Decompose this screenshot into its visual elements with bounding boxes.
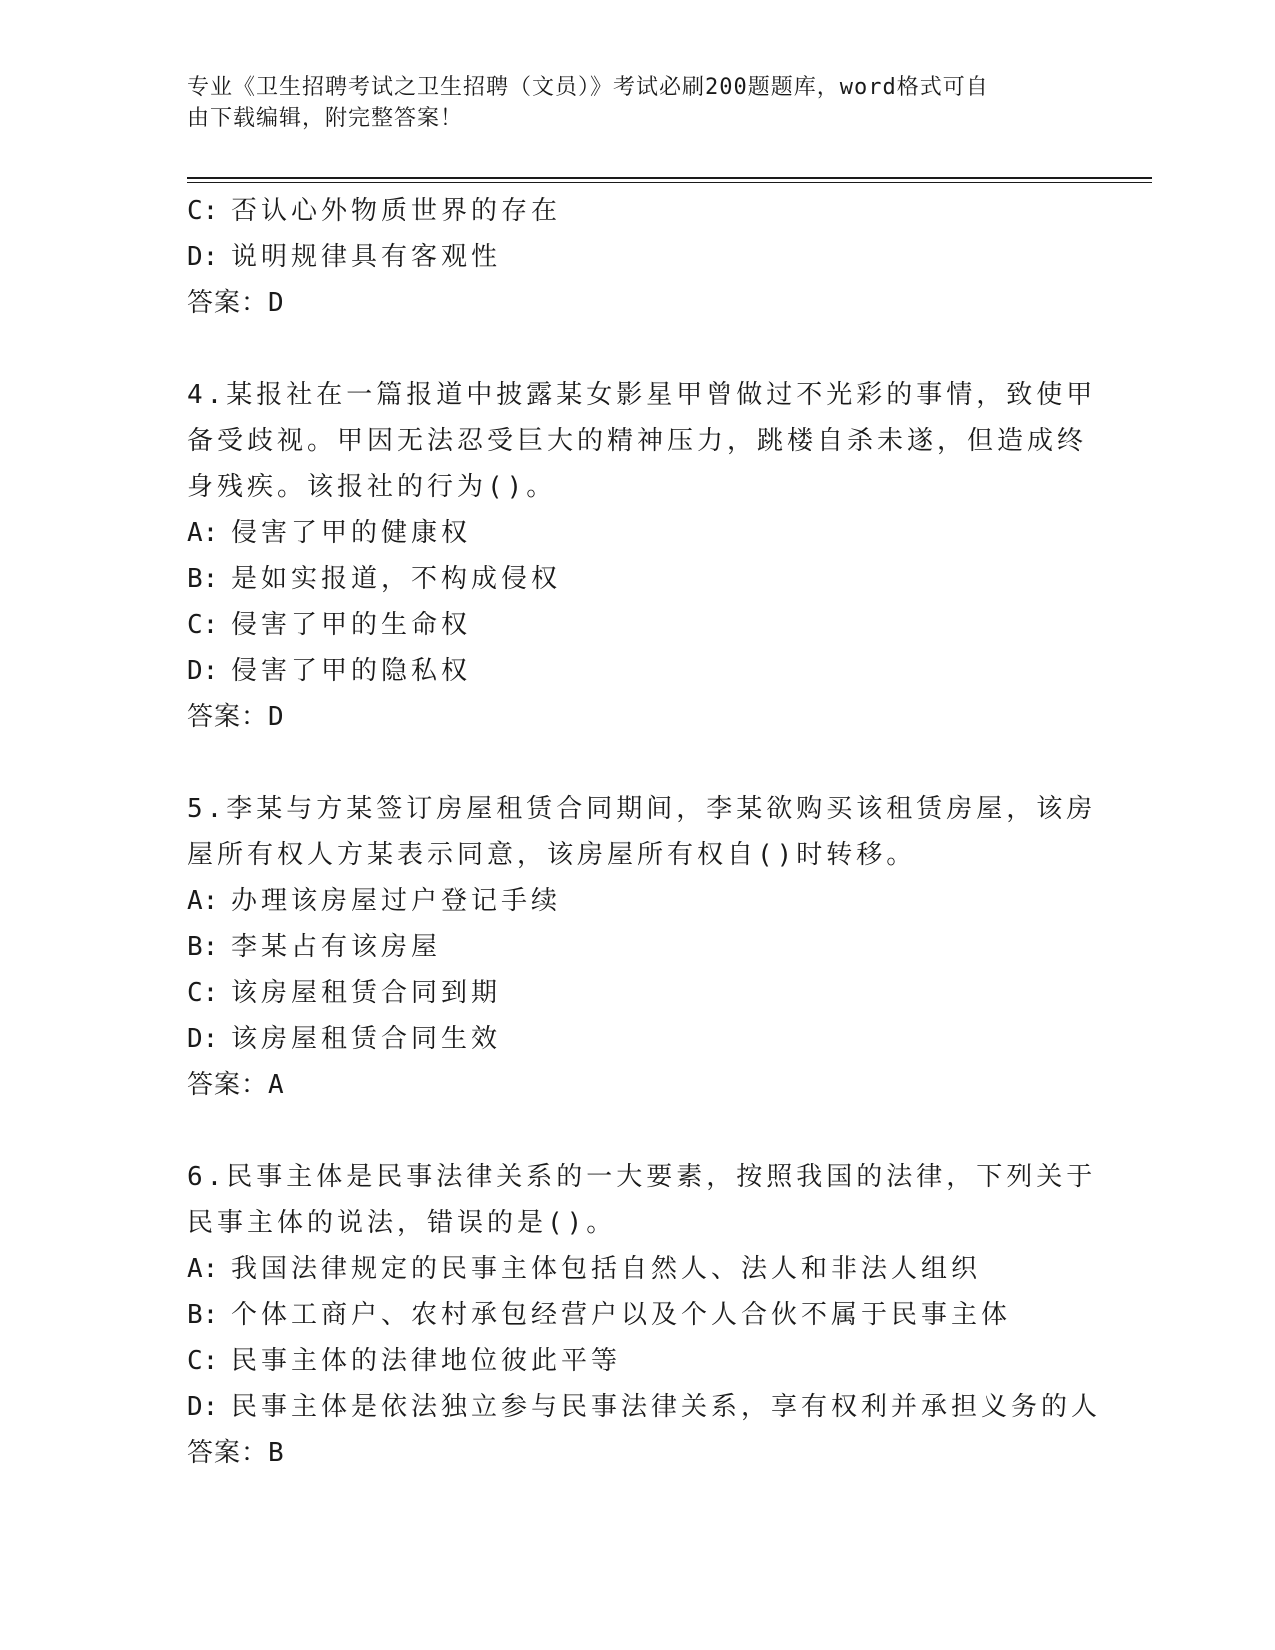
document-header [187,72,1087,134]
option-text: 个体工商户、农村承包经营户以及个人合伙不属于民事主体 [231,1300,1012,1330]
option-d [187,1384,1102,1430]
option-text: 该房屋租赁合同生效 [231,1024,502,1054]
option-c [187,188,1087,234]
option-d [187,1016,1087,1062]
option-d [187,234,1087,280]
option-text: 侵害了甲的健康权 [231,518,472,548]
spacer [187,740,1087,786]
option-a [187,510,1087,556]
answer-line: 答案：D [187,288,285,318]
option-text: 我国法律规定的民事主体包括自然人、法人和非法人组织 [231,1254,982,1284]
spacer [187,326,1087,372]
option-prefix: C: [187,196,219,226]
option-text: 否认心外物质世界的存在 [231,196,562,226]
option-d [187,648,1087,694]
option-b [187,556,1087,602]
option-text: 李某占有该房屋 [231,932,442,962]
option-text: 侵害了甲的生命权 [231,610,472,640]
question-text-line: 5.李某与方某签订房屋租赁合同期间，李某欲购买该租赁房屋，该房 [187,794,1097,824]
header-rule-thin [187,182,1152,183]
option-prefix: A: [187,886,219,916]
option-prefix: B: [187,564,219,594]
option-b [187,1292,1087,1338]
option-a [187,1246,1087,1292]
option-c [187,1338,1087,1384]
option-text: 民事主体是依法独立参与民事法律关系，享有权利并承担义务的人 [231,1392,1102,1422]
spacer [187,1108,1087,1154]
question-4 [187,372,1097,740]
question-3-tail [187,188,1087,326]
option-text: 办理该房屋过户登记手续 [231,886,562,916]
option-c [187,970,1087,1016]
option-prefix: A: [187,518,219,548]
question-6 [187,1154,1102,1476]
option-text: 是如实报道，不构成侵权 [231,564,562,594]
header-line-1: 专业《卫生招聘考试之卫生招聘（文员）》考试必刷200题题库，word格式可自 [187,75,989,100]
question-5 [187,786,1097,1108]
option-text: 侵害了甲的隐私权 [231,656,472,686]
option-prefix: C: [187,610,219,640]
option-prefix: B: [187,1300,219,1330]
option-prefix: D: [187,1024,219,1054]
option-prefix: D: [187,242,219,272]
option-prefix: D: [187,656,219,686]
option-c [187,602,1087,648]
question-list [187,188,1102,1476]
header-rule-thick [187,177,1152,179]
question-text-line: 身残疾。该报社的行为()。 [187,472,557,502]
question-text-line: 屋所有权人方某表示同意，该房屋所有权自()时转移。 [187,840,917,870]
answer-line: 答案：D [187,702,285,732]
option-text: 说明规律具有客观性 [231,242,502,272]
option-prefix: D: [187,1392,219,1422]
answer-line: 答案：B [187,1438,285,1468]
option-prefix: A: [187,1254,219,1284]
option-text: 该房屋租赁合同到期 [231,978,502,1008]
question-text-line: 6.民事主体是民事法律关系的一大要素，按照我国的法律，下列关于 [187,1162,1097,1192]
option-a [187,878,1087,924]
question-text-line: 民事主体的说法，错误的是()。 [187,1208,617,1238]
option-prefix: C: [187,978,219,1008]
question-text-line: 4.某报社在一篇报道中披露某女影星甲曾做过不光彩的事情，致使甲 [187,380,1097,410]
option-prefix: B: [187,932,219,962]
header-line-2: 由下载编辑，附完整答案！ [187,106,464,131]
option-b [187,924,1087,970]
option-prefix: C: [187,1346,219,1376]
answer-line: 答案：A [187,1070,285,1100]
option-text: 民事主体的法律地位彼此平等 [231,1346,622,1376]
question-text-line: 备受歧视。甲因无法忍受巨大的精神压力，跳楼自杀未遂，但造成终 [187,426,1088,456]
